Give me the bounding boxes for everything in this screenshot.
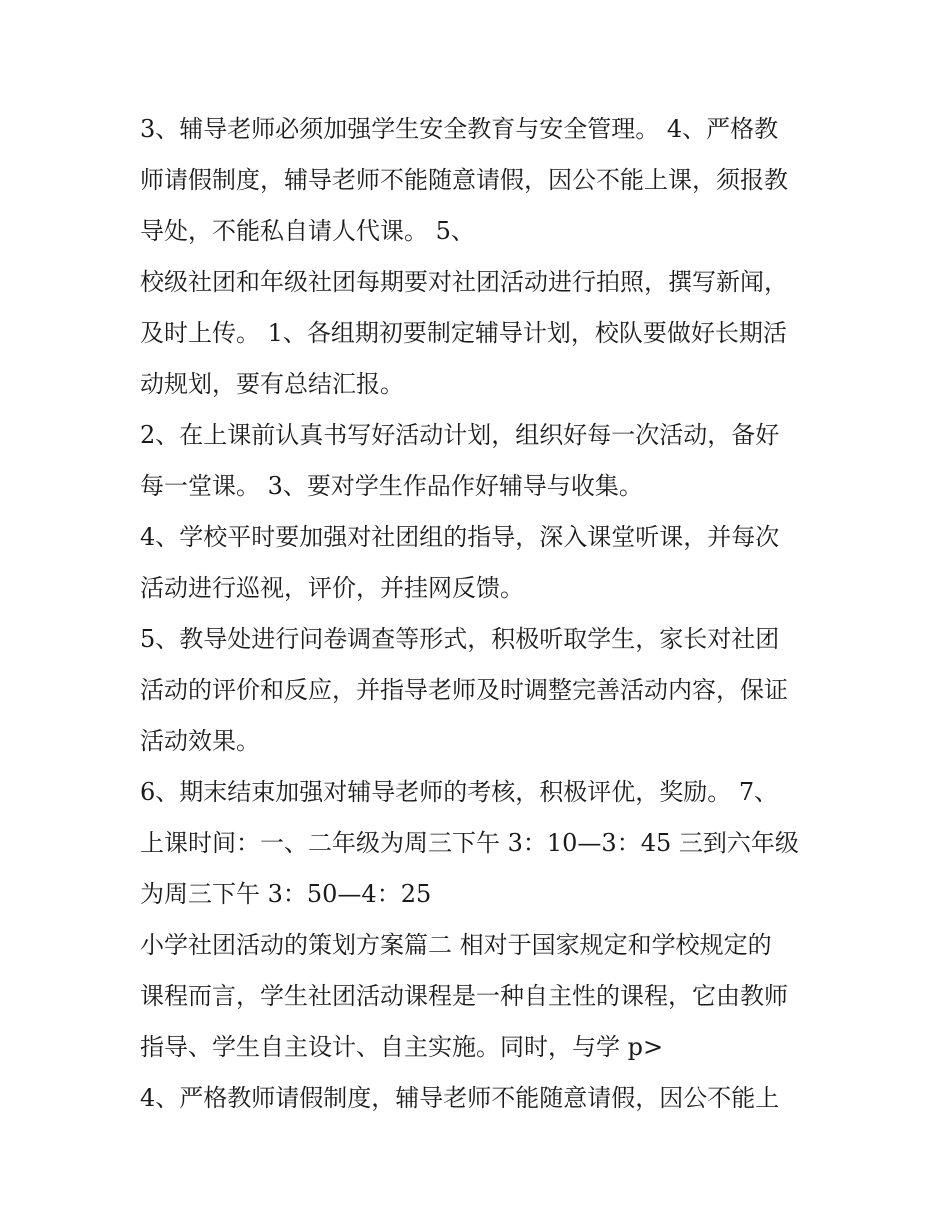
text-line: 4、学校平时要加强对社团组的指导，深入课堂听课，并每次: [140, 523, 780, 551]
text-line: 每一堂课。 3、要对学生作品作好辅导与收集。: [140, 472, 643, 500]
text-line: 师请假制度，辅导老师不能随意请假，因公不能上课，须报教: [140, 166, 788, 194]
text-line: 上课时间：一、二年级为周三下午 3：10—3：45 三到六年级: [140, 829, 799, 857]
text-line: 活动效果。: [140, 727, 260, 755]
text-line: 4、严格教师请假制度，辅导老师不能随意请假，因公不能上: [140, 1084, 780, 1112]
text-line: 活动进行巡视，评价，并挂网反馈。: [140, 574, 524, 602]
text-line: 3、辅导老师必须加强学生安全教育与安全管理。 4、严格教: [140, 115, 779, 143]
text-line: 5、教导处进行问卷调查等形式，积极听取学生，家长对社团: [140, 625, 780, 653]
document-body: [140, 104, 820, 1124]
text-line: 2、在上课前认真书写好活动计划，组织好每一次活动，备好: [140, 421, 780, 449]
text-line: 活动的评价和反应，并指导老师及时调整完善活动内容，保证: [140, 676, 788, 704]
text-line: 课程而言，学生社团活动课程是一种自主性的课程，它由教师: [140, 982, 788, 1010]
text-line: 6、期末结束加强对辅导老师的考核，积极评优，奖励。 7、: [140, 778, 779, 806]
text-line: 为周三下午 3：50—4：25: [140, 880, 432, 908]
text-line: 小学社团活动的策划方案篇二 相对于国家规定和学校规定的: [140, 931, 772, 959]
text-line: 及时上传。 1、各组期初要制定辅导计划，校队要做好长期活: [140, 319, 787, 347]
text-line: 动规划，要有总结汇报。: [140, 370, 404, 398]
text-line: 校级社团和年级社团每期要对社团活动进行拍照，撰写新闻，: [140, 268, 788, 296]
text-line: 导处，不能私自请人代课。 5、: [140, 217, 475, 245]
text-line: 指导、学生自主设计、自主实施。同时，与学 p>: [140, 1033, 664, 1061]
